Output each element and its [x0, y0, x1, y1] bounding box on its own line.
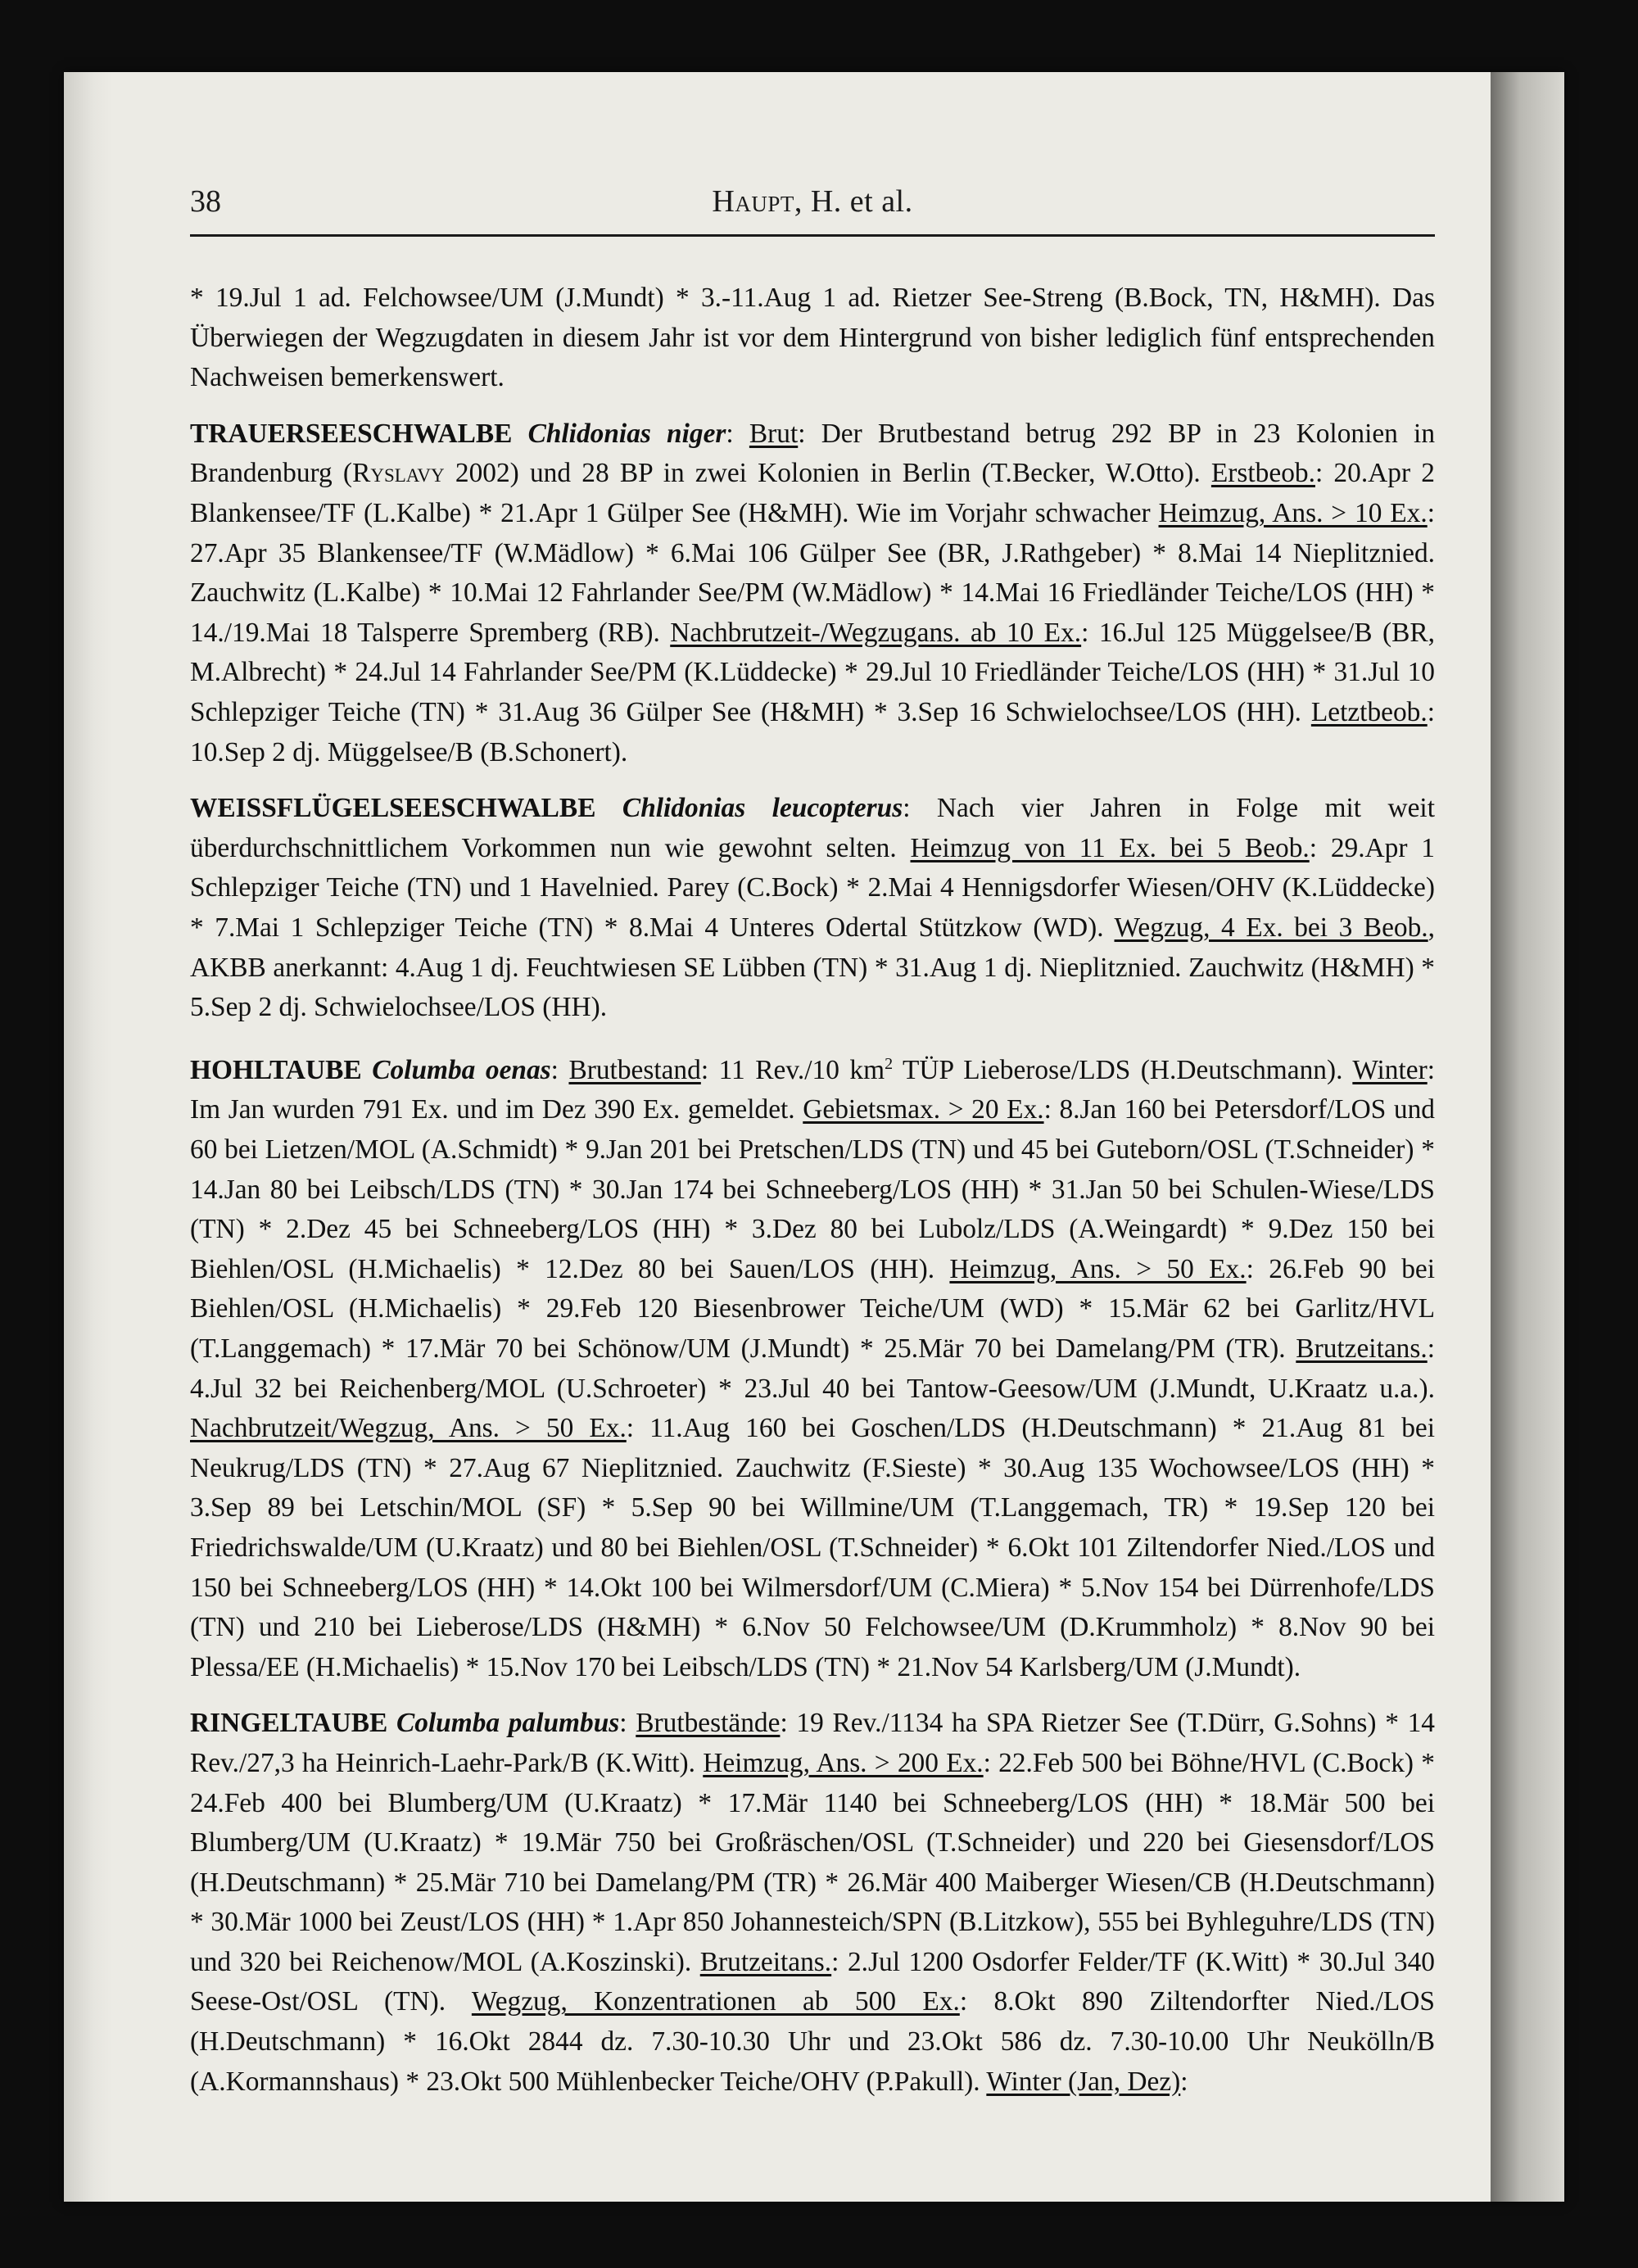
text-run: * 19.Jul 1 ad. Felchowsee/UM (J.Mundt) * 3.-11.Aug 1 ad. Rietzer See-Streng (B.Bock, TN, H&MH). Das Überwiegen der Wegzugdaten in diesem Jahr ist vor dem Hintergrund von bisher lediglich fünf entsprechenden Nachweisen bemerkenswert. — [190, 283, 1435, 393]
section-label: Brutbestand — [568, 1054, 701, 1085]
section-label: Brutzeitans. — [1296, 1333, 1428, 1364]
body-text — [190, 278, 1435, 2118]
text-run: : 11.Aug 160 bei Goschen/LDS (H.Deutschmann) * 21.Aug 81 bei Neukrug/LDS (TN) * 27.Aug 67 Nieplitznied. Zauchwitz (F.Sieste) * 30.Aug 135 Wochowsee/LOS (HH) * 3.Sep 89 bei Letschin/MOL (SF) * 5.Sep 90 bei Willmine/UM (T.Langgemach, TR) * 19.Sep 120 bei Friedrichswalde/UM (U.Kraatz) und 80 bei Biehlen/OSL (T.Schneider) * 6.Okt 101 Ziltendorfer Nied./LOS und 150 bei Schneeberg/LOS (HH) * 14.Okt 100 bei Wilmersdorf/UM (C.Miera) * 5.Nov 154 bei Dürrenhofe/LDS (TN) und 210 bei Lieberose/LDS (H&MH) * 6.Nov 50 Felchowsee/UM (D.Krummholz) * 8.Nov 90 bei Plessa/EE (H.Michaelis) * 15.Nov 170 bei Leibsch/LDS (TN) * 21.Nov 54 Karlsberg/UM (J.Mundt). — [190, 1413, 1436, 1682]
species-name: TRAUERSEESCHWALBE — [190, 418, 513, 449]
paragraph-continuation — [190, 278, 1435, 398]
book-gutter — [1491, 72, 1564, 2202]
section-label: Heimzug von 11 Ex. bei 5 Beob. — [910, 832, 1310, 863]
species-entry-ringeltaube — [190, 1704, 1435, 2102]
section-label: Winter — [1352, 1054, 1428, 1085]
text-run: : — [619, 1708, 636, 1739]
latin-name: Chlidonias niger — [527, 418, 726, 449]
species-entry-weissfluegelseeschwalbe — [190, 789, 1435, 1028]
section-label: Gebietsmax. > 20 Ex. — [803, 1094, 1044, 1125]
section-label: Heimzug, Ans. > 50 Ex. — [949, 1253, 1247, 1284]
section-label: Brut — [749, 418, 799, 449]
text-run: : 19 Rev./1134 ha SPA Rietzer See (T.Dürr, G.Sohns) * 14 Rev./27,3 ha Heinrich-Laehr-Park/B (K.Witt). — [190, 1708, 1436, 1778]
header-rule — [190, 234, 1435, 237]
section-label: Heimzug, Ans. > 10 Ex. — [1158, 497, 1428, 528]
text-run: TÜP Lieberose/LDS (H.Deutschmann). — [893, 1054, 1353, 1085]
page-number: 38 — [190, 184, 221, 219]
section-label: Nachbrutzeit-/Wegzugans. ab 10 Ex. — [670, 617, 1082, 648]
running-head — [190, 183, 1435, 220]
text-run: : 2.Jul 1200 Osdorfer Felder/TF (K.Witt) * 30.Jul 340 Seese-Ost/OSL (TN). — [190, 1946, 1435, 2017]
text-run: , AKBB anerkannt: 4.Aug 1 dj. Feuchtwiesen SE Lübben (TN) * 31.Aug 1 dj. Nieplitznied. Zauchwitz (H&MH) * 5.Sep 2 dj. Schwielochsee/LOS (HH). — [190, 912, 1435, 1023]
section-label: Nachbrutzeit/Wegzug, Ans. > 50 Ex. — [190, 1413, 627, 1444]
species-name: RINGELTAUBE — [190, 1708, 388, 1739]
page-edge-left — [64, 72, 113, 2202]
text-run: : 29.Apr 1 Schlepziger Teiche (TN) und 1 Havelnied. Parey (C.Bock) * 2.Mai 4 Hennigsdorfer Wiesen/OHV (K.Lüddecke) * 7.Mai 1 Schlepziger Teiche (TN) * 8.Mai 4 Unteres Odertal Stützkow (WD). — [190, 832, 1435, 943]
text-run: : 10.Sep 2 dj. Müggelsee/B (B.Schonert). — [190, 696, 1435, 767]
text-run: : 8.Jan 160 bei Petersdorf/LOS und 60 bei Lietzen/MOL (A.Schmidt) * 9.Jan 201 bei Pretschen/LDS (TN) und 45 bei Guteborn/OSL (T.Schneider) * 14.Jan 80 bei Leibsch/LDS (TN) * 30.Jan 174 bei Schneeberg/LOS (HH) * 31.Jan 50 bei Schulen-Wiese/LDS (TN) * 2.Dez 45 bei Schneeberg/LOS (HH) * 3.Dez 80 bei Lubolz/LDS (A.Weingardt) * 9.Dez 150 bei Biehlen/OSL (H.Michaelis) * 12.Dez 80 bei Sauen/LOS (HH). — [190, 1094, 1435, 1284]
section-label: Brutzeitans. — [699, 1946, 832, 1977]
text-run: : 4.Jul 32 bei Reichenberg/MOL (U.Schroeter) * 23.Jul 40 bei Tantow-Geesow/UM (J.Mundt, U.Kraatz u.a.). — [190, 1333, 1435, 1404]
text-run: : Im Jan wurden 791 Ex. und im Dez 390 Ex. gemeldet. — [190, 1054, 1435, 1125]
page-header — [190, 183, 1435, 223]
text-run: : — [1180, 2066, 1188, 2097]
running-head-etal: et al. — [849, 184, 913, 219]
citation-author: Ryslavy — [352, 458, 445, 489]
running-head-author: Haupt, H. — [712, 184, 842, 219]
text-run: : 20.Apr 2 Blankensee/TF (L.Kalbe) * 21.Apr 1 Gülper See (H&MH). Wie im Vorjahr schwacher — [190, 458, 1436, 528]
text-run: : 22.Feb 500 bei Böhne/HVL (C.Bock) * 24.Feb 400 bei Blumberg/UM (U.Kraatz) * 17.Mär 1140 bei Schneeberg/LOS (HH) * 18.Mär 500 bei Blumberg/UM (U.Kraatz) * 19.Mär 750 bei Großräschen/OSL (T.Schneider) und 220 bei Giesensdorf/LOS (H.Deutschmann) * 25.Mär 710 bei Damelang/PM (TR) * 26.Mär 400 Maiberger Wiesen/CB (H.Deutschmann) * 30.Mär 1000 bei Zeust/LOS (HH) * 1.Apr 850 Johannesteich/SPN (B.Litzkow), 555 bei Byhleguhre/LDS (TN) und 320 bei Reichenow/MOL (A.Koszinski). — [190, 1747, 1435, 1977]
text-run: : 11 Rev./10 km — [700, 1054, 885, 1085]
latin-name: Chlidonias leucopterus — [622, 793, 903, 824]
text-run: : — [550, 1054, 569, 1085]
text-run: : Nach vier Jahren in Folge mit weit überdurchschnittlichem Vorkommen nun wie gewohnt selten. — [190, 793, 1435, 863]
text-run: : 8.Okt 890 Ziltendorfter Nied./LOS (H.Deutschmann) * 16.Okt 2844 dz. 7.30-10.30 Uhr und 23.Okt 586 dz. 7.30-10.00 Uhr Neukölln/B (A.Kormannshaus) * 23.Okt 500 Mühlenbecker Teiche/OHV (P.Pakull). — [190, 1986, 1435, 2097]
text-run: 2002) und 28 BP in zwei Kolonien in Berlin (T.Becker, W.Otto). — [444, 458, 1211, 489]
text-run: : 27.Apr 35 Blankensee/TF (W.Mädlow) * 6.Mai 106 Gülper See (BR, J.Rathgeber) * 8.Mai 14 Nieplitznied. Zauchwitz (L.Kalbe) * 10.Mai 12 Fahrlander See/PM (W.Mädlow) * 14.Mai 16 Friedländer Teiche/LOS (HH) * 14./19.Mai 18 Talsperre Spremberg (RB). — [190, 497, 1435, 648]
latin-name: Columba oenas — [372, 1054, 551, 1085]
text-run: : — [726, 418, 749, 449]
species-entry-hohltaube — [190, 1044, 1435, 1688]
section-label: Brutbestände — [636, 1708, 781, 1739]
text-run: : Der Brutbestand betrug 292 BP in 23 Kolonien in Brandenburg ( — [190, 418, 1436, 489]
species-name: HOHLTAUBE — [190, 1054, 362, 1085]
text-run: : 26.Feb 90 bei Biehlen/OSL (H.Michaelis) * 29.Feb 120 Biesenbrower Teiche/UM (WD) * 15.Mär 62 bei Garlitz/HVL (T.Langgemach) * 17.Mär 70 bei Schönow/UM (J.Mundt) * 25.Mär 70 bei Damelang/PM (TR). — [190, 1253, 1435, 1364]
species-entry-trauerseeschwalbe — [190, 414, 1435, 772]
section-label: Winter (Jan, Dez) — [986, 2066, 1181, 2097]
section-label: Wegzug, Konzentrationen ab 500 Ex. — [471, 1986, 960, 2017]
latin-name: Columba palumbus — [396, 1708, 620, 1739]
section-label: Erstbeob. — [1210, 458, 1315, 489]
species-name: WEISSFLÜGELSEESCHWALBE — [190, 793, 596, 824]
book-page — [64, 72, 1564, 2202]
section-label: Letztbeob. — [1310, 696, 1428, 727]
superscript: 2 — [885, 1054, 894, 1073]
section-label: Wegzug, 4 Ex. bei 3 Beob. — [1114, 912, 1428, 943]
text-run: : 16.Jul 125 Müggelsee/B (BR, M.Albrecht) * 24.Jul 14 Fahrlander See/PM (K.Lüddecke) * 29.Jul 10 Friedländer Teiche/LOS (HH) * 31.Jul 10 Schlepziger Teiche (TN) * 31.Aug 36 Gülper See (H&MH) * 3.Sep 16 Schwielochsee/LOS (HH). — [190, 617, 1435, 727]
section-label: Heimzug, Ans. > 200 Ex. — [703, 1747, 984, 1778]
